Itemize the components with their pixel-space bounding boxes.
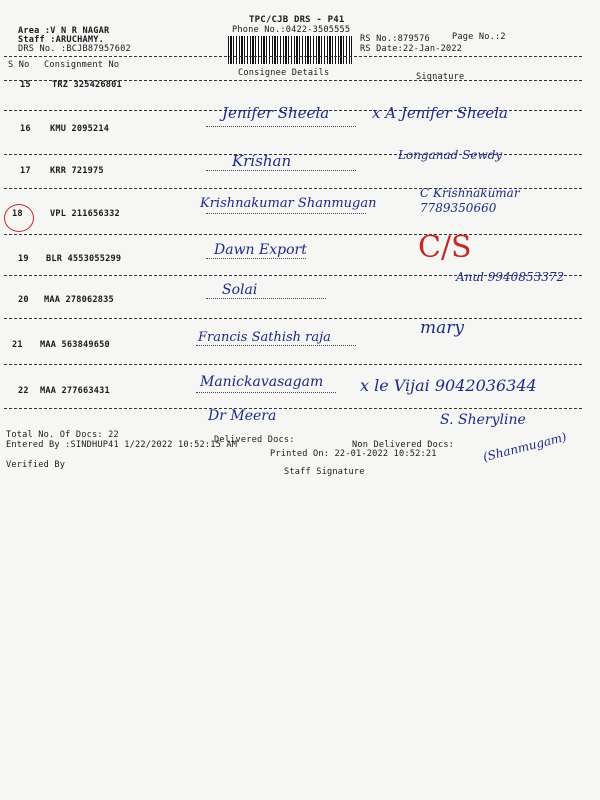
consignee-handwriting: Jenifer Sheela	[222, 104, 330, 122]
column-header-consignee: Consignee Details	[238, 68, 330, 78]
consignee-line	[206, 298, 326, 299]
row-sno: 19	[18, 254, 29, 264]
row-consignment: BLR 4553055299	[46, 254, 122, 264]
consignee-handwriting: Dawn Export	[214, 242, 307, 258]
row-sno: 18	[12, 209, 23, 219]
signature-handwriting: x A Jenifer Sheela	[372, 104, 508, 122]
signature-handwriting: C Krishnakumar 7789350660	[420, 186, 520, 215]
signature-handwriting: Anul 9940853372	[456, 270, 565, 284]
extra-consignee-handwriting: Dr Meera	[208, 408, 277, 424]
row-divider	[4, 364, 582, 365]
row-sno: 15	[20, 80, 31, 90]
row-divider	[4, 408, 582, 409]
consignee-line	[196, 345, 356, 346]
column-header-signature: Signature	[416, 72, 465, 82]
row-consignment: TRZ 325426801	[52, 80, 122, 90]
rs-date: RS Date:22-Jan-2022	[360, 44, 463, 54]
row-consignment: MAA 563849650	[40, 340, 110, 350]
row-consignment: KMU 2095214	[50, 124, 110, 134]
row-consignment: KRR 721975	[50, 166, 104, 176]
signature-handwriting: Longanad Sewdy	[398, 148, 503, 162]
signature-handwriting: mary	[420, 318, 464, 338]
signature-handwriting: C/S	[418, 230, 472, 265]
row-sno: 16	[20, 124, 31, 134]
row-sno: 22	[18, 386, 29, 396]
consignee-line	[196, 392, 336, 393]
non-delivered-docs: Non Delivered Docs:	[352, 440, 455, 450]
document-title: TPC/CJB DRS - P41	[249, 15, 345, 25]
consignee-line	[206, 126, 356, 127]
area-label: Area :V N R NAGAR	[18, 26, 110, 36]
phone-number: Phone No.:0422-3505555	[232, 25, 351, 35]
delivered-docs: Delivered Docs:	[214, 435, 295, 445]
consignee-line	[206, 213, 366, 214]
entered-by: Entered By :SINDHUP41 1/22/2022 10:52:15 AM	[6, 440, 238, 450]
staff-label: Staff :ARUCHAMY.	[18, 35, 104, 45]
consignee-handwriting: Francis Sathish raja	[198, 330, 331, 345]
consignee-handwriting: Krishnakumar Shanmugan	[200, 196, 377, 211]
staff-signed-handwriting: (Shanmugam)	[481, 429, 568, 465]
column-header-consignment: Consignment No	[44, 60, 120, 70]
row-sno: 20	[18, 295, 29, 305]
total-docs: Total No. Of Docs: 22	[6, 430, 119, 440]
verified-by: Verified By	[6, 460, 66, 470]
signature-handwriting: x le Vijai 9042036344	[360, 376, 537, 395]
row-sno: 21	[12, 340, 23, 350]
printed-on: Printed On: 22-01-2022 10:52:21	[270, 449, 437, 459]
row-consignment: MAA 277663431	[40, 386, 110, 396]
consignee-handwriting: Krishan	[232, 152, 292, 170]
row-consignment: MAA 278062835	[44, 295, 114, 305]
extra-signature-handwriting: S. Sheryline	[440, 412, 526, 428]
page-number: Page No.:2	[452, 32, 506, 42]
row-consignment: VPL 211656332	[50, 209, 120, 219]
consignee-line	[206, 258, 306, 259]
consignee-handwriting: Manickavasagam	[200, 374, 324, 390]
row-divider	[4, 234, 582, 235]
barcode-icon	[228, 36, 352, 64]
divider	[4, 56, 582, 57]
column-header-sno: S No	[8, 60, 30, 70]
consignee-handwriting: Solai	[222, 282, 258, 298]
drs-number: DRS No. :BCJB87957602	[18, 44, 131, 54]
consignee-line	[206, 170, 356, 171]
rs-number: RS No.:879576	[360, 34, 430, 44]
staff-signature-label: Staff Signature	[284, 467, 365, 477]
row-divider	[4, 318, 582, 319]
row-sno: 17	[20, 166, 31, 176]
